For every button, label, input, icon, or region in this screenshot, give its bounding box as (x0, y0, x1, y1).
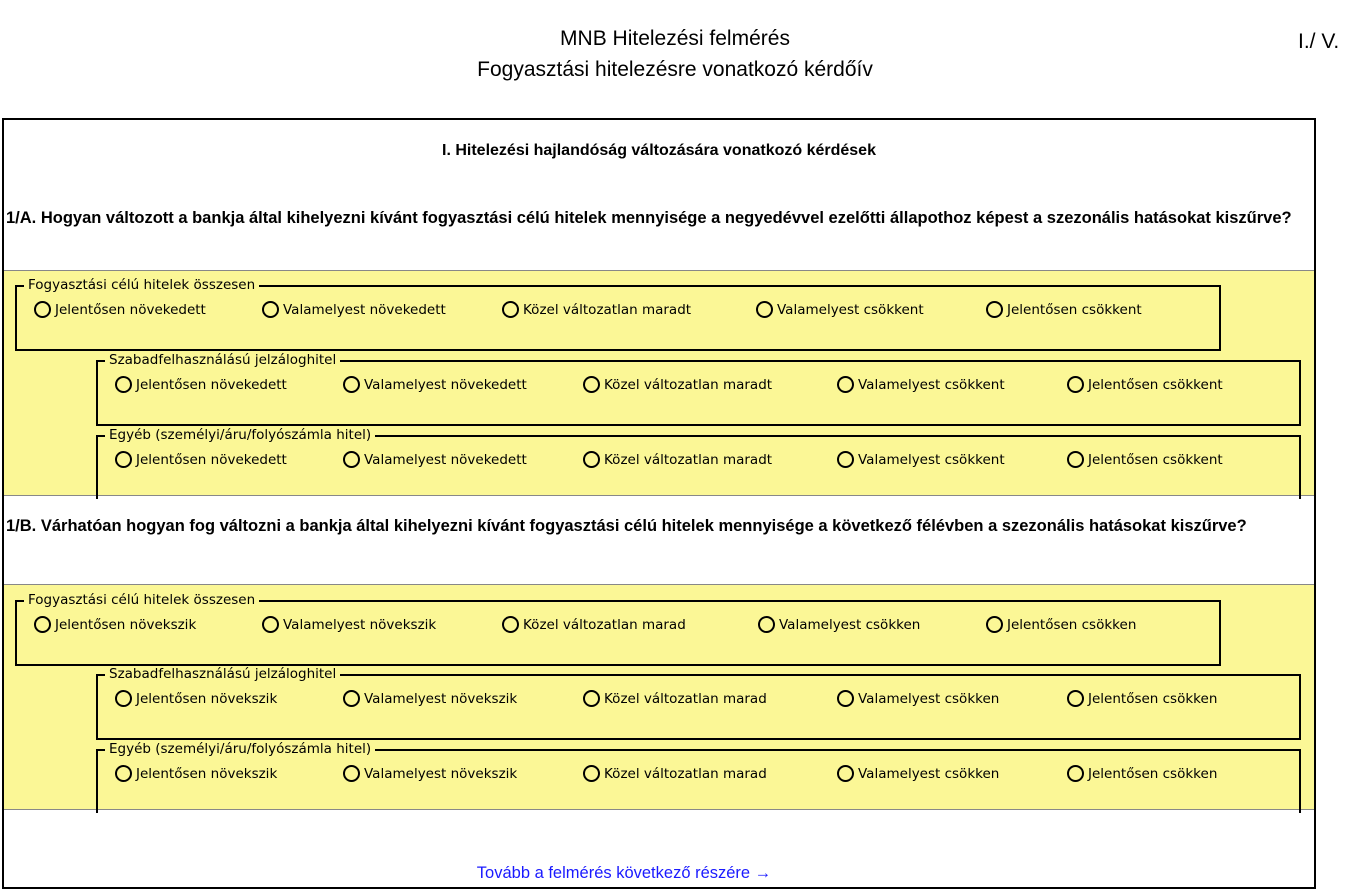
radio-1a-total-4[interactable]: Jelentősen csökkent (986, 301, 1142, 318)
radio-icon[interactable] (115, 690, 132, 707)
radio-1b-mortgage-0[interactable]: Jelentősen növekszik (115, 690, 277, 707)
radio-1a-mortgage-4[interactable]: Jelentősen csökkent (1067, 376, 1223, 393)
radio-icon[interactable] (583, 376, 600, 393)
radio-1b-total-3[interactable]: Valamelyest csökken (758, 616, 920, 633)
group-label: Fogyasztási célú hitelek összesen (24, 592, 259, 608)
radio-icon[interactable] (756, 301, 773, 318)
radio-icon[interactable] (758, 616, 775, 633)
radio-icon[interactable] (583, 765, 600, 782)
group-1a-total (15, 277, 1221, 351)
radio-1b-other-3[interactable]: Valamelyest csökken (837, 765, 999, 782)
radio-1b-total-0[interactable]: Jelentősen növekszik (34, 616, 196, 633)
radio-1a-other-0[interactable]: Jelentősen növekedett (115, 451, 287, 468)
radio-1b-total-4[interactable]: Jelentősen csökken (986, 616, 1136, 633)
radio-icon[interactable] (502, 301, 519, 318)
radio-icon[interactable] (986, 616, 1003, 633)
radio-1a-mortgage-3[interactable]: Valamelyest csökkent (837, 376, 1005, 393)
group-label: Fogyasztási célú hitelek összesen (24, 277, 259, 293)
radio-1b-other-4[interactable]: Jelentősen csökken (1067, 765, 1217, 782)
group-label: Szabadfelhasználású jelzáloghitel (105, 666, 340, 682)
radio-icon[interactable] (986, 301, 1003, 318)
radio-icon[interactable] (34, 301, 51, 318)
group-1b-mortgage (96, 666, 1301, 740)
radio-icon[interactable] (837, 690, 854, 707)
radio-1b-mortgage-2[interactable]: Közel változatlan marad (583, 690, 767, 707)
question-1b-panel (4, 584, 1314, 810)
radio-icon[interactable] (115, 451, 132, 468)
radio-1b-mortgage-4[interactable]: Jelentősen csökken (1067, 690, 1217, 707)
radio-icon[interactable] (583, 690, 600, 707)
radio-icon[interactable] (262, 301, 279, 318)
radio-1a-other-1[interactable]: Valamelyest növekedett (343, 451, 527, 468)
radio-icon[interactable] (343, 451, 360, 468)
radio-icon[interactable] (34, 616, 51, 633)
radio-1b-mortgage-1[interactable]: Valamelyest növekszik (343, 690, 517, 707)
radio-1a-mortgage-0[interactable]: Jelentősen növekedett (115, 376, 287, 393)
page-indicator: I./ V. (1298, 30, 1340, 53)
radio-1a-total-3[interactable]: Valamelyest csökkent (756, 301, 924, 318)
radio-icon[interactable] (115, 765, 132, 782)
radio-1b-other-0[interactable]: Jelentősen növekszik (115, 765, 277, 782)
radio-icon[interactable] (837, 376, 854, 393)
radio-1a-total-0[interactable]: Jelentősen növekedett (34, 301, 206, 318)
radio-1b-total-2[interactable]: Közel változatlan marad (502, 616, 686, 633)
radio-icon[interactable] (343, 690, 360, 707)
group-1a-mortgage (96, 352, 1301, 426)
group-label: Egyéb (személyi/áru/folyószámla hitel) (105, 741, 375, 757)
radio-icon[interactable] (343, 765, 360, 782)
group-label: Egyéb (személyi/áru/folyószámla hitel) (105, 427, 375, 443)
radio-icon[interactable] (1067, 376, 1084, 393)
radio-1b-other-1[interactable]: Valamelyest növekszik (343, 765, 517, 782)
radio-1b-mortgage-3[interactable]: Valamelyest csökken (837, 690, 999, 707)
radio-1b-total-1[interactable]: Valamelyest növekszik (262, 616, 436, 633)
radio-1a-other-4[interactable]: Jelentősen csökkent (1067, 451, 1223, 468)
group-1a-other (96, 427, 1301, 499)
next-section-link[interactable]: Tovább a felmérés következő részére → (476, 864, 772, 882)
radio-icon[interactable] (837, 765, 854, 782)
section-title: I. Hitelezési hajlandóság változására vonatkozó kérdések (442, 142, 876, 159)
radio-1a-total-1[interactable]: Valamelyest növekedett (262, 301, 446, 318)
question-1a-text: 1/A. Hogyan változott a bankja által kihelyezni kívánt fogyasztási célú hitelek mennyisége a negyedévvel ezelőtti állapothoz képest a szezonális hatásokat kiszűrve? (6, 209, 1292, 227)
survey-title: MNB Hitelezési felmérés (560, 27, 790, 50)
group-1b-total (15, 592, 1221, 666)
radio-icon[interactable] (1067, 690, 1084, 707)
survey-subtitle: Fogyasztási hitelezésre vonatkozó kérdőív (477, 58, 873, 81)
radio-1a-total-2[interactable]: Közel változatlan maradt (502, 301, 691, 318)
radio-1b-other-2[interactable]: Közel változatlan marad (583, 765, 767, 782)
question-1a-panel (4, 270, 1314, 496)
radio-icon[interactable] (262, 616, 279, 633)
group-1b-other (96, 741, 1301, 813)
radio-icon[interactable] (583, 451, 600, 468)
radio-1a-mortgage-1[interactable]: Valamelyest növekedett (343, 376, 527, 393)
radio-1a-other-2[interactable]: Közel változatlan maradt (583, 451, 772, 468)
radio-icon[interactable] (502, 616, 519, 633)
radio-icon[interactable] (1067, 765, 1084, 782)
radio-1a-mortgage-2[interactable]: Közel változatlan maradt (583, 376, 772, 393)
radio-icon[interactable] (115, 376, 132, 393)
questionnaire-frame (2, 118, 1316, 889)
radio-1a-other-3[interactable]: Valamelyest csökkent (837, 451, 1005, 468)
radio-icon[interactable] (837, 451, 854, 468)
radio-icon[interactable] (343, 376, 360, 393)
group-label: Szabadfelhasználású jelzáloghitel (105, 352, 340, 368)
question-1b-text: 1/B. Várhatóan hogyan fog változni a bankja által kihelyezni kívánt fogyasztási célú hitelek mennyisége a következő félévben a szezonális hatásokat kiszűrve? (6, 517, 1247, 535)
radio-icon[interactable] (1067, 451, 1084, 468)
